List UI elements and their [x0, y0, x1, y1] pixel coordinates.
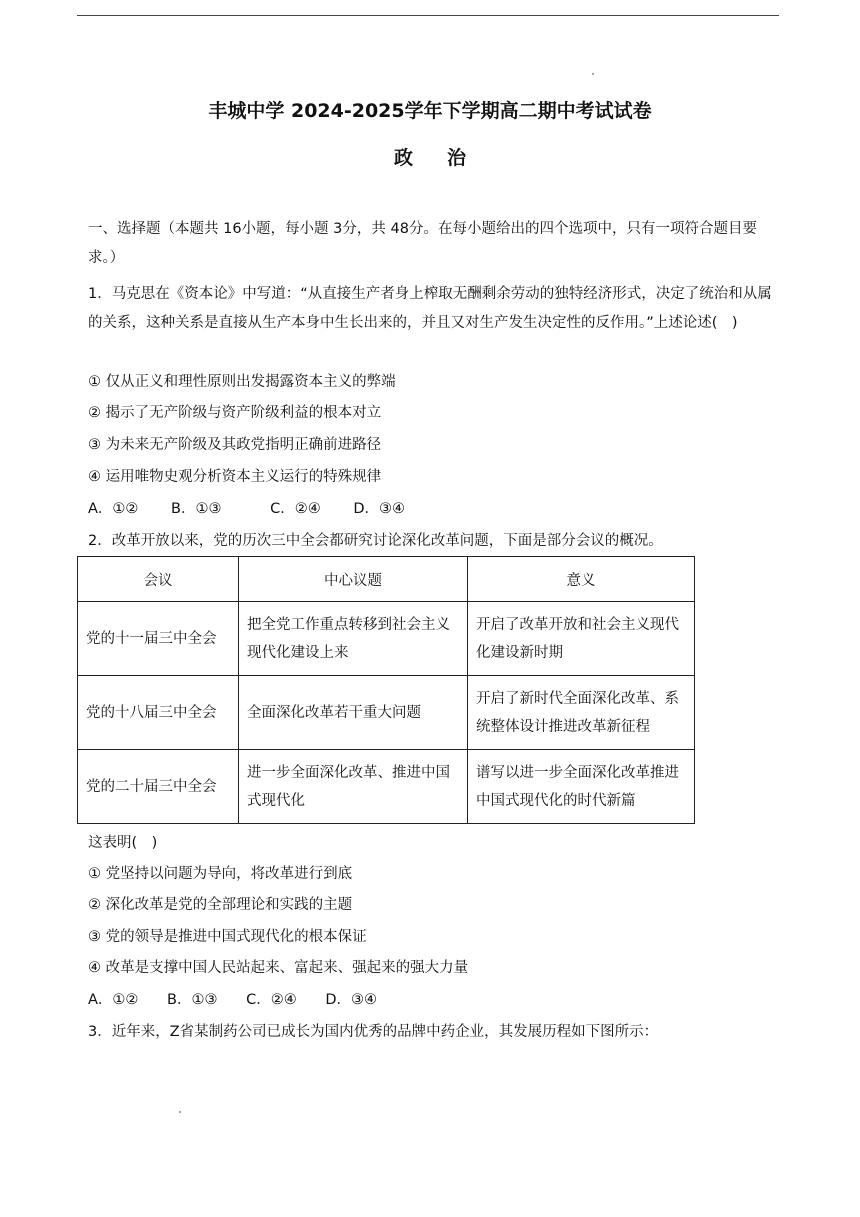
table-header: 中心议题 [239, 557, 468, 602]
table-cell: 把全党工作重点转移到社会主义现代化建设上来 [239, 602, 468, 676]
section-instructions: 一、选择题（本题共 16小题，每小题 3分，共 48分。在每小题给出的四个选项中，只有一项符合题目要求。） [88, 221, 757, 266]
table-cell: 全面深化改革若干重大问题 [239, 676, 468, 750]
reform-meetings-table [77, 556, 695, 824]
question-1-item-2: ② 揭示了无产阶级与资产阶级利益的根本对立 [88, 405, 382, 421]
table-row [78, 602, 695, 676]
option-d[interactable]: D．③④ [325, 992, 377, 1008]
table-row [78, 676, 695, 750]
option-c[interactable]: C．②④ [270, 501, 321, 517]
exam-title: 丰城中学 2024-2025学年下学期高二期中考试试卷 [208, 100, 652, 122]
table-cell: 党的十八届三中全会 [78, 676, 239, 750]
question-3-stem: 3．近年来，Z省某制药公司已成长为国内优秀的品牌中药企业，其发展历程如下图所示： [88, 1024, 659, 1040]
option-b[interactable]: B．①③ [167, 992, 218, 1008]
question-2-item-1: ① 党坚持以问题为导向，将改革进行到底 [88, 866, 353, 882]
table-cell: 开启了新时代全面深化改革、系统整体设计推进改革新征程 [468, 676, 695, 750]
question-2-item-2: ② 深化改革是党的全部理论和实践的主题 [88, 897, 353, 913]
table-header: 会议 [78, 557, 239, 602]
scan-speck [592, 73, 594, 75]
header-rule [77, 15, 779, 16]
question-1-item-3: ③ 为未来无产阶级及其政党指明正确前进路径 [88, 437, 382, 453]
question-1-options [88, 499, 433, 519]
question-1-item-4: ④ 运用唯物史观分析资本主义运行的特殊规律 [88, 469, 382, 485]
table-cell: 开启了改革开放和社会主义现代化建设新时期 [468, 602, 695, 676]
option-c[interactable]: C．②④ [246, 992, 297, 1008]
table-cell: 谱写以进一步全面深化改革推进中国式现代化的时代新篇 [468, 750, 695, 824]
option-a[interactable]: A．①② [88, 501, 139, 517]
option-b[interactable]: B．①③ [171, 501, 222, 517]
scan-speck [179, 1111, 181, 1113]
table-row [78, 750, 695, 824]
table-cell: 党的十一届三中全会 [78, 602, 239, 676]
table-cell: 进一步全面深化改革、推进中国式现代化 [239, 750, 468, 824]
question-1-item-1: ① 仅从正义和理性原则出发揭露资本主义的弊端 [88, 374, 396, 390]
option-d[interactable]: D．③④ [353, 501, 405, 517]
question-2-lead: 这表明( ) [88, 835, 158, 851]
table-cell: 党的二十届三中全会 [78, 750, 239, 824]
option-a[interactable]: A．①② [88, 992, 139, 1008]
question-1-stem: 1．马克思在《资本论》中写道：“从直接生产者身上榨取无酬剩余劳动的独特经济形式，决定了统治和从属的关系，这种关系是直接从生产本身中生长出来的，并且又对生产发生决定性的反作用。”上述论述( ) [88, 286, 772, 331]
table-header: 意义 [468, 557, 695, 602]
exam-subject: 政治 [393, 147, 500, 169]
table-header-row [78, 557, 695, 602]
question-2-stem: 2．改革开放以来，党的历次三中全会都研究讨论深化改革问题，下面是部分会议的概况。 [88, 533, 663, 549]
question-2-options [88, 990, 401, 1010]
question-2-item-3: ③ 党的领导是推进中国式现代化的根本保证 [88, 929, 367, 945]
question-2-item-4: ④ 改革是支撑中国人民站起来、富起来、强起来的强大力量 [88, 960, 469, 976]
